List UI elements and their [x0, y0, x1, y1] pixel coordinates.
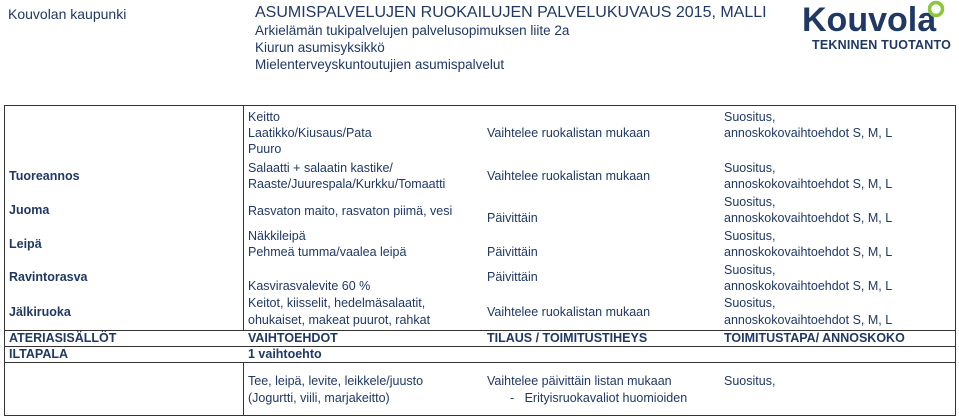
evening-header-bottom-rule — [4, 362, 956, 363]
evening-options: 1 vaihtoehto — [248, 347, 322, 361]
header-line-1: Arkielämän tukipalvelujen palvelusopimuksen liite 2a — [255, 23, 570, 38]
row-schedule: Päivittäin — [487, 270, 538, 284]
column-header-frequency: TILAUS / TOIMITUSTIHEYS — [487, 331, 648, 345]
row-category: Tuoreannos — [9, 169, 80, 183]
row-item: Keitto — [248, 110, 280, 124]
table-left-border — [4, 105, 5, 415]
header-line-3: Mielenterveyskuntoutujien asumispalvelut — [255, 57, 505, 72]
row-item: Laatikko/Kiusaus/Pata — [248, 126, 372, 140]
row-item: Keitot, kiisselit, hedelmäsalaatit, — [248, 296, 426, 310]
row-item: Pehmeä tumma/vaalea leipä — [248, 245, 407, 259]
row-category: Jälkiruoka — [9, 305, 71, 319]
document-header — [255, 4, 767, 73]
logo-wordmark: Kouvola — [802, 1, 937, 38]
column-header-contents: ATERIASISÄLLÖT — [9, 331, 117, 345]
row-serving: Suositus, — [724, 229, 776, 243]
logo-tagline: TEKNINEN TUOTANTO — [812, 38, 952, 52]
organization-name: Kouvolan kaupunki — [8, 6, 127, 22]
row-serving: annoskokovaihtoehdot S, M, L — [724, 211, 893, 225]
column-header-delivery: TOIMITUSTAPA/ ANNOSKOKO — [724, 331, 905, 345]
row-schedule: Vaihtelee ruokalistan mukaan — [487, 169, 651, 183]
row-category: Leipä — [9, 237, 42, 251]
evening-label: ILTAPALA — [9, 347, 69, 361]
row-serving: Suositus, — [724, 263, 776, 277]
row-item: Salaatti + salaatin kastike/ — [248, 161, 393, 175]
document-title: ASUMISPALVELUJEN RUOKAILUJEN PALVELUKUVAUS 2015, MALLI — [255, 4, 767, 21]
evening-item: Tee, leipä, levite, leikkele/juusto — [248, 374, 424, 388]
row-schedule: Päivittäin — [487, 211, 538, 225]
row-schedule: Vaihtelee ruokalistan mukaan — [487, 126, 651, 140]
row-item: ohukaiset, makeat puurot, rahkat — [248, 313, 431, 327]
row-serving: annoskokovaihtoehdot S, M, L — [724, 126, 893, 140]
column-divider — [243, 105, 244, 330]
row-category: Juoma — [9, 203, 50, 217]
row-serving: annoskokovaihtoehdot S, M, L — [724, 177, 893, 191]
evening-schedule: Vaihtelee päivittäin listan mukaan — [487, 374, 672, 388]
evening-schedule-note: - Erityisruokavaliot huomioiden — [510, 391, 688, 405]
column-header-options: VAIHTOEHDOT — [248, 331, 338, 345]
row-category: Ravintorasva — [9, 270, 88, 284]
evening-item: (Jogurtti, viili, marjakeitto) — [248, 391, 390, 405]
column-divider-evening — [243, 362, 244, 415]
row-schedule: Vaihtelee ruokalistan mukaan — [487, 305, 651, 319]
row-serving: Suositus, — [724, 110, 776, 124]
row-serving: Suositus, — [724, 161, 776, 175]
row-serving: annoskokovaihtoehdot S, M, L — [724, 313, 893, 327]
header-line-2: Kiurun asumisyksikkö — [255, 40, 385, 55]
row-item: Rasvaton maito, rasvaton piimä, vesi — [248, 204, 453, 218]
row-item: Puuro — [248, 142, 282, 156]
row-serving: annoskokovaihtoehdot S, M, L — [724, 279, 893, 293]
row-item: Kasvirasvalevite 60 % — [248, 279, 371, 293]
row-serving: annoskokovaihtoehdot S, M, L — [724, 245, 893, 259]
row-schedule: Päivittäin — [487, 245, 538, 259]
section-header-bottom-rule — [4, 346, 956, 347]
table-top-rule — [4, 105, 955, 106]
row-serving: Suositus, — [724, 296, 776, 310]
table-right-border — [955, 105, 956, 415]
evening-serving: Suositus, — [724, 374, 776, 388]
table-bottom-rule — [4, 415, 956, 416]
row-item: Näkkileipä — [248, 229, 306, 243]
row-item: Raaste/Juurespala/Kurkku/Tomaatti — [248, 177, 446, 191]
row-serving: Suositus, — [724, 195, 776, 209]
